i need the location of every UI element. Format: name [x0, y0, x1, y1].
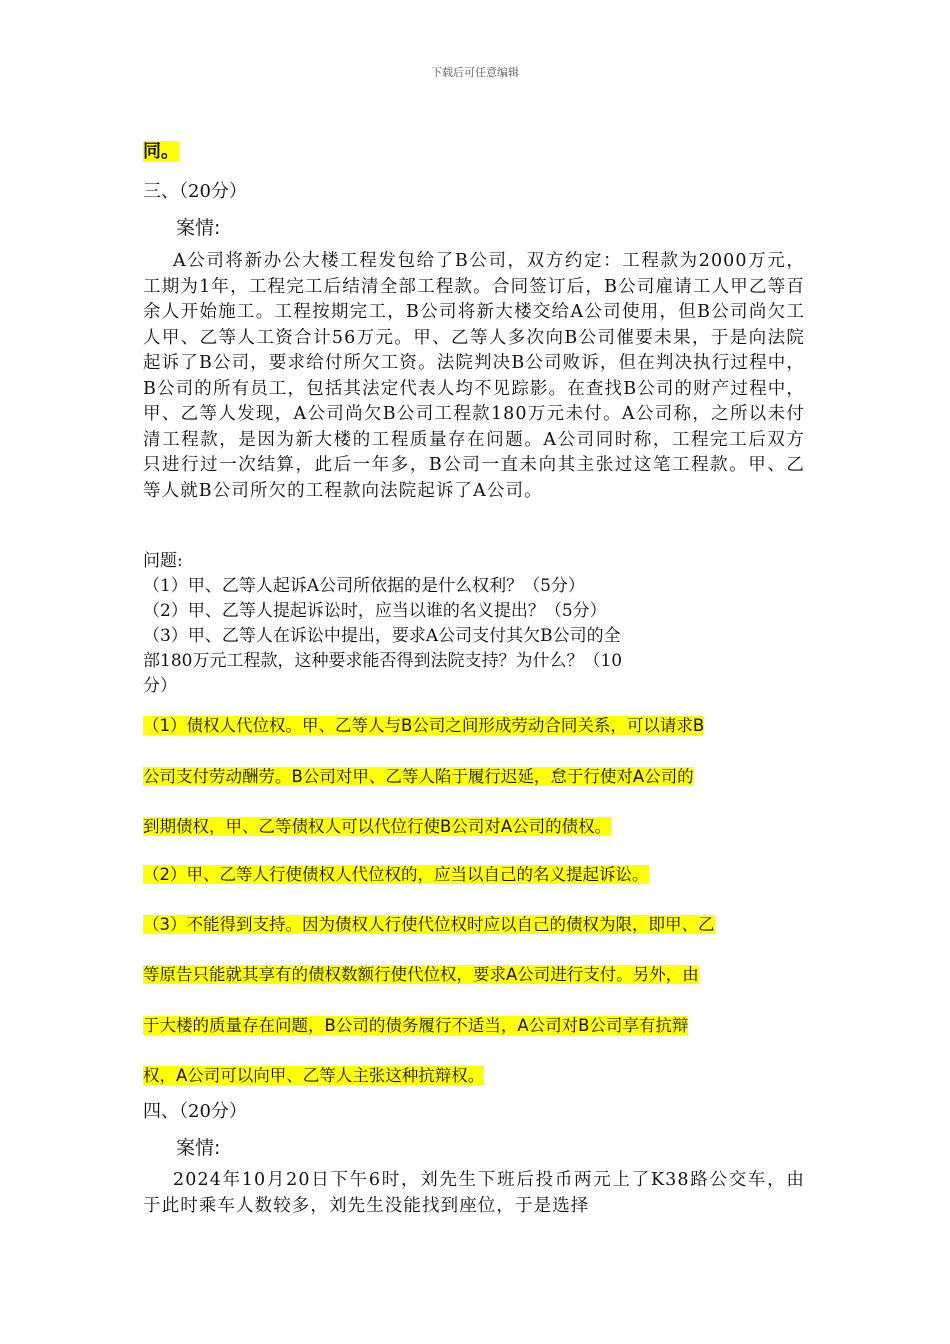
- answer-text: （2）甲、乙等人行使债权人代位权的，应当以自己的名义提起诉讼。: [143, 865, 649, 884]
- question-1: （1）甲、乙等人起诉A公司所依据的是什么权利？（5分）: [143, 576, 585, 596]
- answer-text: 等原告只能就其享有的债权数额行使代位权，要求A公司进行支付。另外，由: [143, 965, 699, 984]
- section-4-title: 四、（20分）: [143, 1101, 247, 1122]
- questions-label: 问题:: [143, 551, 183, 571]
- answer-line: [143, 961, 699, 985]
- answer-line: [143, 712, 704, 736]
- question-3-line-3: 分）: [143, 676, 177, 696]
- section-4-case-label: 案情:: [176, 1137, 221, 1159]
- answer-text: 公司支付劳动酬劳。B公司对甲、乙等人陷于履行迟延，怠于行使对A公司的: [143, 767, 694, 786]
- answer-text: （3）不能得到支持。因为债权人行使代位权时应以自己的债权为限，即甲、乙: [143, 915, 715, 934]
- section-3-title: 三、（20分）: [143, 181, 247, 202]
- answer-text: 到期债权，甲、乙等债权人可以代位行使B公司对A公司的债权。: [143, 817, 612, 836]
- answer-line: [143, 1062, 484, 1086]
- section-3-case-text: A公司将新办公大楼工程发包给了B公司，双方约定：工程款为2000万元，工期为1年，工程完工后结清全部工程款。合同签订后，B公司雇请工人甲乙等百余人开始施工。工程按期完工，B公司将新大楼交给A公司使用，但B公司尚欠工人甲、乙等人工资合计56万元。甲、乙等人多次向B公司催要未果，于是向法院起诉了B公司，要求给付所欠工资。法院判决B公司败诉，但在判决执行过程中，B公司的所有员工，包括其法定代表人均不见踪影。在查找B公司的财产过程中，甲、乙等人发现，A公司尚欠B公司工程款180万元未付。A公司称，之所以未付清工程款，是因为新大楼的工程质量存在问题。A公司同时称，工程完工后双方只进行过一次结算，此后一年多，B公司一直未向其主张过这笔工程款。甲、乙等人就B公司所欠的工程款向法院起诉了A公司。: [143, 251, 805, 501]
- answer-line: [143, 763, 694, 787]
- answer-text: 权，A公司可以向甲、乙等人主张这种抗辩权。: [143, 1066, 485, 1085]
- answer-line: [143, 813, 611, 837]
- question-2: （2）甲、乙等人提起诉讼时，应当以谁的名义提出？（5分）: [143, 601, 607, 621]
- highlighted-text: 同。: [143, 141, 179, 162]
- page-header: 下载后可任意编辑: [431, 66, 519, 79]
- section-3-case-label: 案情:: [176, 217, 221, 239]
- question-3-line-1: （3）甲、乙等人在诉讼中提出，要求A公司支付其欠B公司的全: [143, 626, 621, 646]
- answer-text: （1）债权人代位权。甲、乙等人与B公司之间形成劳动合同关系，可以请求B: [143, 716, 705, 735]
- answer-text: 于大楼的质量存在问题，B公司的债务履行不适当，A公司对B公司享有抗辩: [143, 1016, 689, 1035]
- carry-over-text: [143, 137, 179, 163]
- answer-line: [143, 861, 649, 885]
- answer-line: [143, 911, 715, 935]
- question-3-line-2: 部180万元工程款，这种要求能否得到法院支持？为什么？（10: [143, 651, 623, 671]
- answer-line: [143, 1012, 688, 1036]
- section-4-case-text: 2024年10月20日下午6时，刘先生下班后投币两元上了K38路公交车，由于此时乘车人数较多，刘先生没能找到座位，于是选择: [143, 1170, 805, 1216]
